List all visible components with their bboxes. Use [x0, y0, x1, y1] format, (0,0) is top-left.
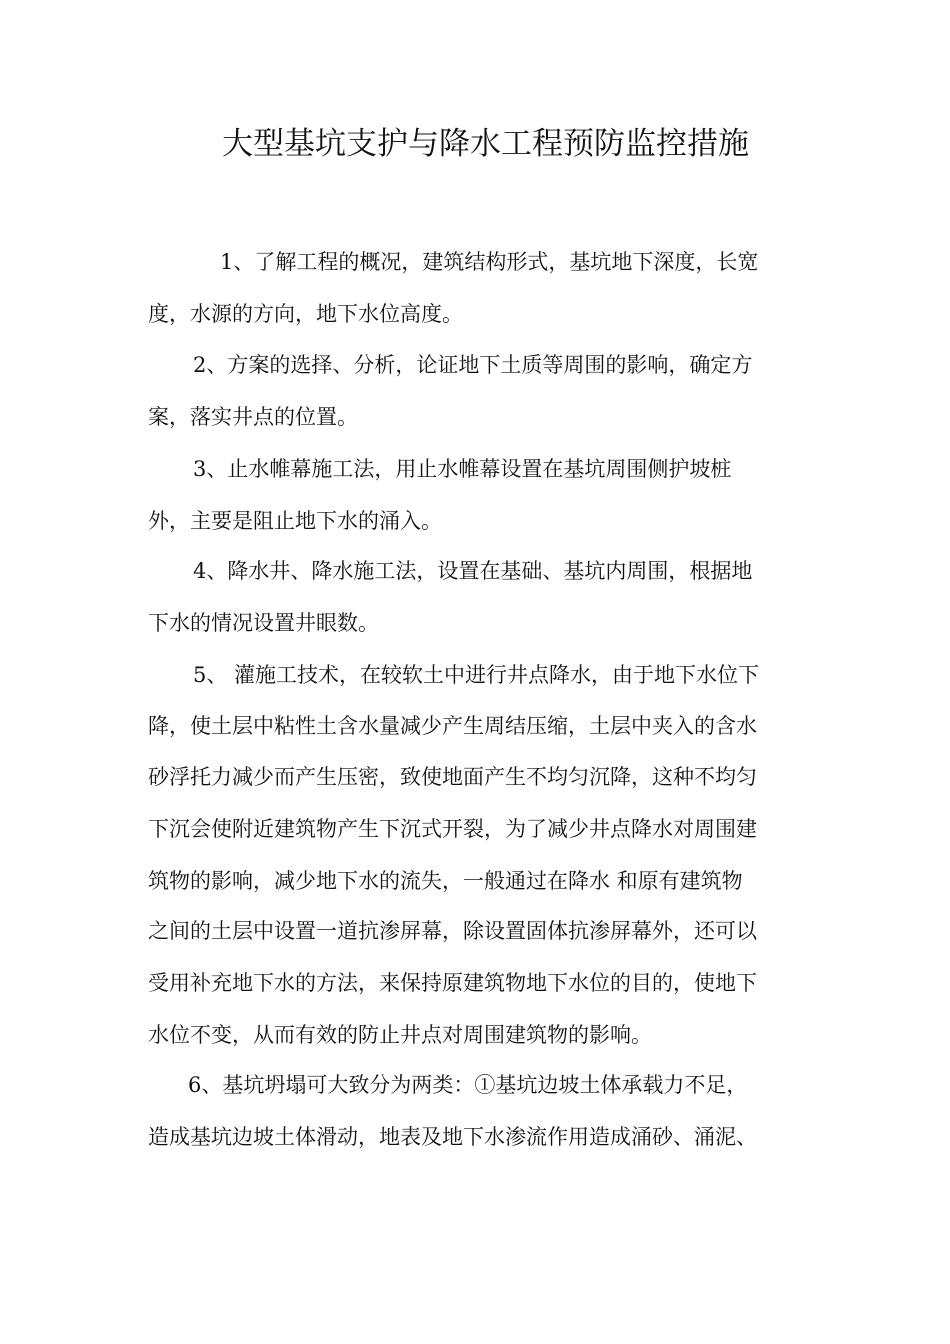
text-line: 受用补充地下水的方法，来保持原建筑物地下水位的目的，使地下: [148, 971, 757, 995]
text-line: 降，使土层中粘性土含水量减少产生周结压缩，土层中夹入的含水: [148, 714, 757, 738]
text-line: 砂浮托力减少而产生压密，致使地面产生不均匀沉降，这种不均匀: [148, 765, 757, 789]
text-line: 5、 灌施工技术，在较软土中进行井点降水，由于地下水位下: [193, 663, 760, 687]
text-line: 2、方案的选择、分析，论证地下土质等周围的影响，确定方: [193, 353, 753, 377]
text-line: 下沉会使附近建筑物产生下沉式开裂，为了减少井点降水对周围建: [148, 817, 757, 841]
text-line: 筑物的影响，减少地下水的流失，一般通过在降水 和原有建筑物: [148, 869, 743, 893]
text-line: 下水的情况设置井眼数。: [148, 611, 379, 635]
text-line: 外，主要是阻止地下水的涌入。: [148, 509, 442, 533]
text-line: 3、止水帷幕施工法，用止水帷幕设置在基坑周围侧护坡桩: [193, 457, 732, 481]
text-line: 度，水源的方向，地下水位高度。: [148, 302, 463, 326]
text-line: 之间的土层中设置一道抗渗屏幕，除设置固体抗渗屏幕外，还可以: [148, 919, 757, 943]
text-line: 1、了解工程的概况，建筑结构形式，基坑地下深度，长宽: [220, 250, 759, 274]
text-line: 4、降水井、降水施工法，设置在基础、基坑内周围，根据地: [193, 559, 753, 583]
document-title: 大型基坑支护与降水工程预防监控措施: [222, 126, 749, 162]
text-line: 水位不变，从而有效的防止井点对周围建筑物的影响。: [148, 1023, 652, 1047]
text-line: 6、基坑坍塌可大致分为两类：①基坑边坡土体承载力不足，: [188, 1073, 748, 1097]
text-line: 案，落实井点的位置。: [148, 405, 358, 429]
text-line: 造成基坑边坡土体滑动，地表及地下水渗流作用造成涌砂、涌泥、: [148, 1125, 757, 1149]
